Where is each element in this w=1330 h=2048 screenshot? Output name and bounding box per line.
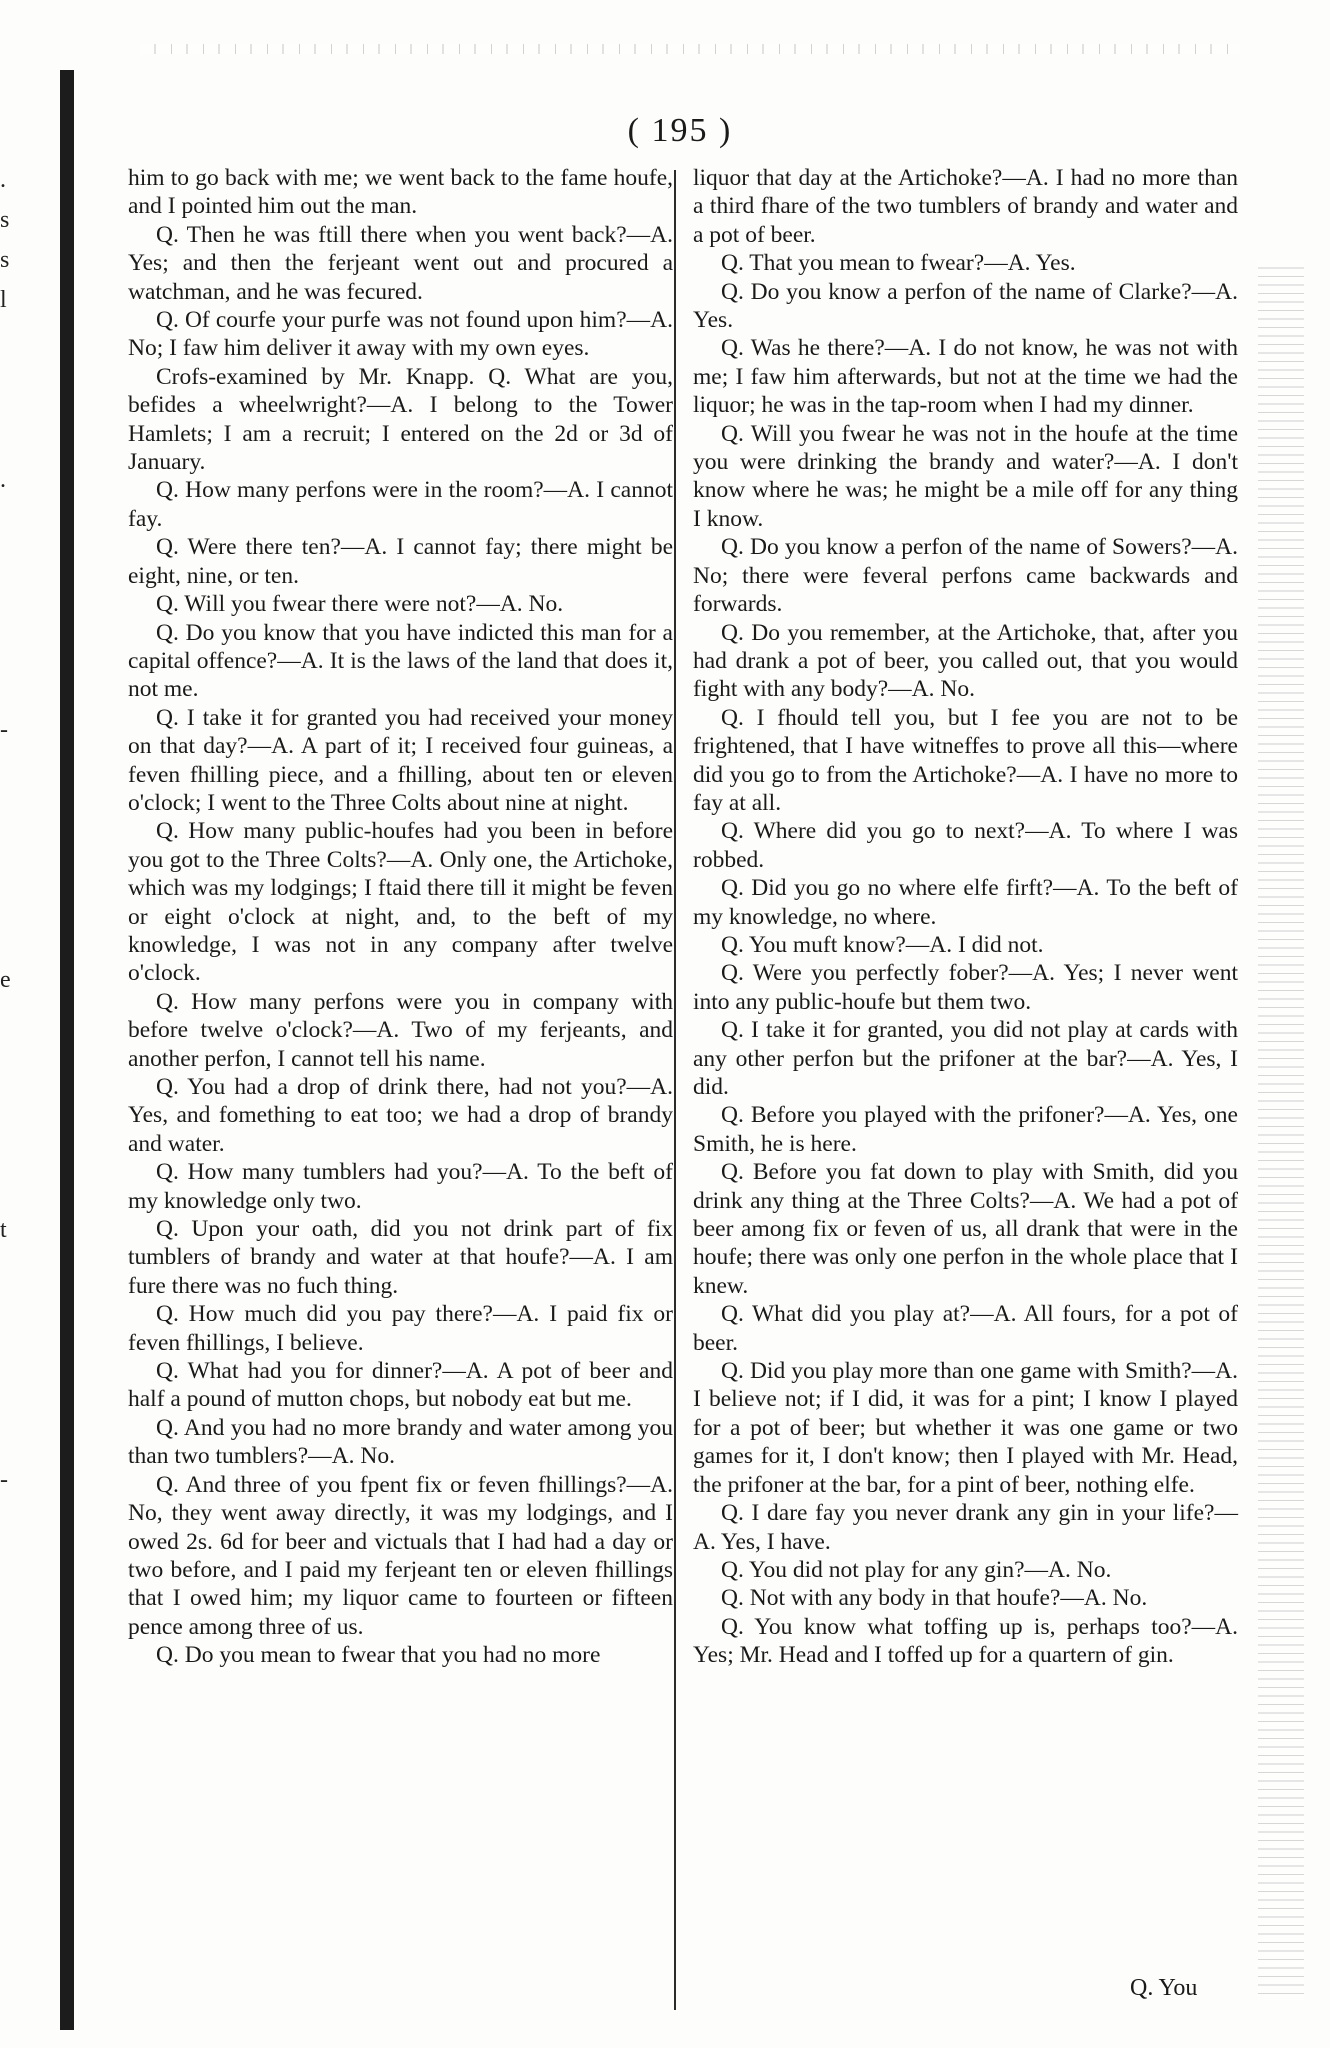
- paragraph: Q. And three of you fpent fix or feven fhillings?—A. No, they went away directly, it was my lodgings, and I owed 2s. 6d for beer and victuals that I had had a day or two before, and I paid my ferjeant ten or eleven fhillings that I owed him; my liquor came to fourteen or fifteen pence among three of us.: [128, 1471, 673, 1640]
- paragraph: liquor that day at the Artichoke?—A. I had no more than a third fhare of the two tumblers of brandy and water and a pot of beer.: [693, 165, 1238, 248]
- paragraph: Q. Do you know a perfon of the name of Clarke?—A. Yes.: [693, 278, 1238, 334]
- paragraph: Q. I fhould tell you, but I fee you are not to be frightened, that I have witneffes to prove all this—where did you go to from the Artichoke?—A. I have no more to fay at all.: [693, 704, 1238, 816]
- left-column: [128, 164, 673, 1670]
- paragraph: Q. What had you for dinner?—A. A pot of beer and half a pound of mutton chops, but nobody eat but me.: [128, 1358, 673, 1413]
- paragraph: Q. You did not play for any gin?—A. No.: [721, 1556, 1112, 1583]
- paragraph: Q. You muft know?—A. I did not.: [721, 931, 1044, 958]
- paragraph: Q. Did you play more than one game with Smith?—A. I believe not; if I did, it was for a pint; I know I played for a pot of beer; but whether it was one game or two games for it, I don't know; then I played with Mr. Head, the prifoner at the bar, for a pint of beer, nothing elfe.: [693, 1358, 1238, 1498]
- margin-mark: .: [0, 467, 6, 493]
- margin-mark: s: [0, 207, 10, 233]
- margin-marks: [0, 160, 24, 1710]
- paragraph: Q. Will you fwear he was not in the houfe at the time you were drinking the brandy and water?—A. I don't know where he was; he might be a mile off for any thing I know.: [693, 420, 1238, 532]
- paragraph: Q. How many perfons were in the room?—A. I cannot fay.: [128, 477, 673, 532]
- paragraph: Q. Was he there?—A. I do not know, he was not with me; I faw him afterwards, but not at the time we had the liquor; he was in the tap-room when I had my dinner.: [693, 335, 1238, 419]
- paragraph: Q. I dare fay you never drank any gin in your life?—A. Yes, I have.: [693, 1500, 1238, 1555]
- paragraph: Q. Were there ten?—A. I cannot fay; there might be eight, nine, or ten.: [128, 534, 673, 589]
- paragraph: Q. Will you fwear there were not?—A. No.: [156, 591, 564, 618]
- paragraph: Q. You had a drop of drink there, had not you?—A. Yes, and fomething to eat too; we had a drop of brandy and water.: [128, 1074, 673, 1157]
- paragraph: Q. That you mean to fwear?—A. Yes.: [721, 250, 1076, 277]
- paragraph: Q. I take it for granted, you did not play at cards with any other perfon but the prifoner at the bar?—A. Yes, I did.: [693, 1017, 1238, 1100]
- paragraph: Q. Of courfe your purfe was not found upon him?—A. No; I faw him deliver it away with my own eyes.: [128, 307, 673, 362]
- paragraph: Q. Do you remember, at the Artichoke, that, after you had drank a pot of beer, you called out, that you would fight with any body?—A. No.: [693, 619, 1238, 703]
- column-divider: [674, 170, 676, 2010]
- margin-mark: t: [0, 1217, 7, 1243]
- scan-noise-top: [140, 44, 1240, 54]
- paragraph: Q. How many public-houfes had you been in before you got to the Three Colts?—A. Only one, the Artichoke, which was my lodgings; I ftaid there till it might be feven or eight o'clock at night, and, to the beft of my knowledge, I was not in any company after twelve o'clock.: [128, 818, 673, 987]
- paragraph: Q. And you had no more brandy and water among you than two tumblers?—A. No.: [128, 1414, 673, 1470]
- paragraph: Q. I take it for granted you had received your money on that day?—A. A part of it; I received four guineas, a feven fhilling piece, and a fhilling, about ten or eleven o'clock; I went to the Three Colts about nine at night.: [128, 704, 673, 816]
- paragraph: Q. How many perfons were you in company with before twelve o'clock?—A. Two of my ferjeants, and another perfon, I cannot tell his name.: [128, 988, 673, 1072]
- scan-noise-right: [1258, 260, 1304, 2000]
- paragraph: Q. Before you fat down to play with Smith, did you drink any thing at the Three Colts?—A. We had a pot of beer among fix or feven of us, all drank that were in the houfe; there was only one perfon in the whole place that I knew.: [693, 1159, 1238, 1299]
- paragraph: Q. Were you perfectly fober?—A. Yes; I never went into any public-houfe but them two.: [693, 960, 1238, 1015]
- paragraph: Crofs-examined by Mr. Knapp. Q. What are you, befides a wheelwright?—A. I belong to the Tower Hamlets; I am a recruit; I entered on the 2d or 3d of January.: [128, 363, 673, 476]
- paragraph: Q. What did you play at?—A. All fours, for a pot of beer.: [693, 1301, 1238, 1356]
- catchword: Q. You: [1130, 1975, 1198, 2001]
- paragraph: Q. Where did you go to next?—A. To where I was robbed.: [693, 818, 1238, 873]
- paragraph: him to go back with me; we went back to the fame houfe, and I pointed him out the man.: [128, 165, 673, 220]
- paragraph: Q. Before you played with the prifoner?—A. Yes, one Smith, he is here.: [693, 1102, 1238, 1157]
- paragraph: Q. You know what toffing up is, perhaps too?—A. Yes; Mr. Head and I toffed up for a quartern of gin.: [693, 1613, 1238, 1669]
- margin-mark: l: [0, 287, 7, 313]
- paragraph: Q. How much did you pay there?—A. I paid fix or feven fhillings, I believe.: [128, 1301, 673, 1356]
- margin-mark: .: [0, 167, 6, 193]
- margin-mark: -: [0, 1467, 8, 1493]
- margin-mark: e: [0, 967, 11, 993]
- paragraph: Q. Upon your oath, did you not drink part of fix tumblers of brandy and water at that houfe?—A. I am fure there was no fuch thing.: [128, 1216, 673, 1299]
- paragraph: Q. Did you go no where elfe firft?—A. To the beft of my knowledge, no where.: [693, 875, 1238, 930]
- margin-mark: s: [0, 247, 10, 273]
- paragraph: Q. Then he was ftill there when you went back?—A. Yes; and then the ferjeant went out and procured a watchman, and he was fecured.: [128, 221, 673, 305]
- paragraph: Q. Do you know a perfon of the name of Sowers?—A. No; there were feveral perfons came backwards and forwards.: [693, 534, 1238, 618]
- page-number: ( 195 ): [627, 112, 733, 149]
- paragraph: Q. Do you mean to fwear that you had no more: [156, 1642, 601, 1669]
- paragraph: Q. Do you know that you have indicted this man for a capital offence?—A. It is the laws of the land that does it, not me.: [128, 619, 673, 703]
- binding-shadow: [60, 70, 74, 2030]
- paragraph: Q. Not with any body in that houfe?—A. No.: [721, 1585, 1148, 1612]
- paragraph: Q. How many tumblers had you?—A. To the beft of my knowledge only two.: [128, 1159, 673, 1214]
- margin-mark: -: [0, 717, 8, 743]
- right-column: [693, 164, 1238, 1670]
